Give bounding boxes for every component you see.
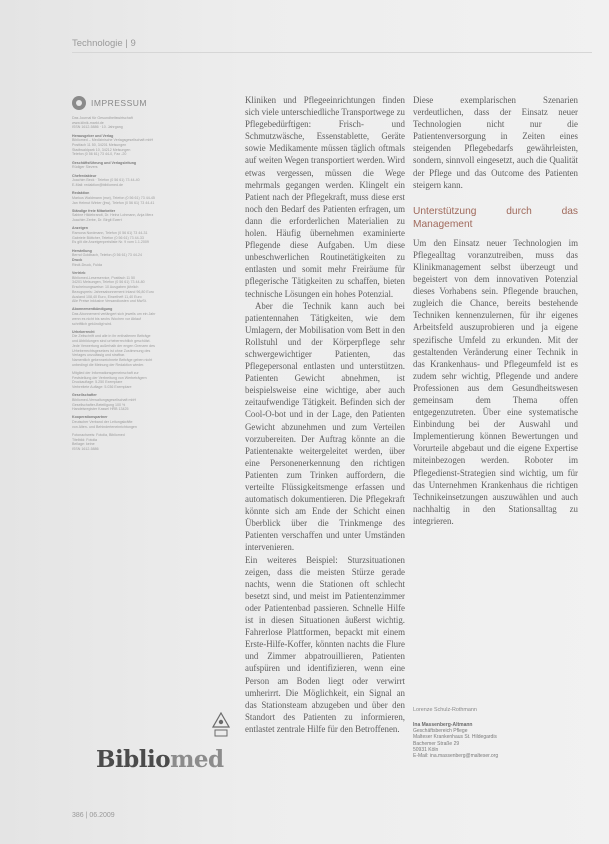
logo-accent-text: med [170,746,224,773]
impressum-heading [72,96,234,110]
impressum-label: Chefredakteur [72,173,97,178]
impressum-block [72,209,234,223]
impressum-line: Fotonachweis: Fotolia, Bibliomed [72,433,125,438]
section-heading: Unterstützung durch das Management [413,205,578,230]
impressum-line: Druckauflage: 5.250 Exemplare [72,380,123,385]
impressum-label: Abonnementkündigung [72,307,113,312]
contact-line: Ina Massenberg-Altmann [413,722,473,728]
impressum-line: wenn es nicht bis sechs Wochen vor Ablauf [72,316,142,321]
impressum-line: Bezugspreis: Jahresabonnement Inland 96,80 Euro [72,289,154,294]
impressum-line: Rüdiger Sievers [72,165,98,170]
impressum-line: Alle Preise inklusive Versandkosten und MwSt. [72,299,147,304]
impressum-block [72,433,234,452]
impressum-label: Herstellung [72,248,92,253]
running-header: Technologie | 9 [72,38,136,49]
impressum-line: Namentlich gekennzeichnete Beiträge geben nicht [72,357,153,362]
contact-line: 50931 Köln [413,746,439,753]
impressum-line: Sabine Hildebrandt, Dr. Heinz Lohmann, Anja Merz [72,213,154,218]
impressum-line: 34201 Melsungen, Telefon (0 56 61) 73 44-80 [72,280,145,285]
impressum-block [72,330,234,368]
impressum-line: Titelbild: Fotolia [72,437,98,442]
article-paragraph: Ein weiteres Beispiel: Sturzsituationen zeigen, dass die meisten Stürze gerade nachts, wenn die Stationen oft schlecht besetzt sind, und meist im Patientenzimmer oder Patientenbad passieren. Schnelle Hilfe ist in diesen Situationen äußerst wichtig. Fahrerlose Plattformen, bepackt mit einem Erste-Hilfe-Koffer, könnten nachts die Flure und Zimmer abpatrouillieren, Patienten aufspüren und identifizieren, wenn eine Person am Boden liegt oder verwirrt umherirrt. Die Möglichkeit, ein Signal an das Stationsteam abzugeben und über den Standort des Patienten zu informieren, entlastet zentrale Hilfe für den Betroffenen. [245,554,405,734]
impressum-line: Bibliomed – Medizinische Verlagsgesellschaft mbH [72,138,154,143]
article-paragraph: Kliniken und Pflegeeinrichtungen finden sich viele unterschiedliche Transportwege zu Pflegebedürftigen: Frisch- und Schmutzwäsche, Essenstablette, Geräte sowie Medikamente müssen täglich oftmals auf weiten Wegen transportiert werden. Wird etwas vergessen, müssen die Wege mehrmals gegangen werden. Klingelt ein Patient nach der Pflegekraft, muss diese erst noch den Bedarf des Patienten erfragen, um dann die erforderlichen Materialien zu holen. Häufig übernehmen examinierte Pflegende diese Aufgaben. Um diese unbeschwerlichen Routinetätigkeiten zu entlasten und somit mehr Freiräume für pflegerische Tätigkeiten zu schaffen, bieten technische Lösungen ein hohes Potenzial. [245,95,405,299]
impressum-line: Ramona Nordmann, Telefon (0 56 61) 73 44-31 [72,231,148,236]
impressum-line: Bernd Goldbach, Telefon (0 56 61) 73 44-24 [72,253,143,258]
contact-line: Malteser Krankenhaus St. Hildegardis [413,734,497,741]
author-credit: Lorenze Schulz-Rothmann [413,707,477,713]
impressum-block [72,371,234,390]
impressum-line: Das Journal für Gesundheitswirtschaft [72,116,133,120]
impressum-block [72,191,234,205]
impressum-line: unbedingt die Meinung der Redaktion wieder. [72,362,145,367]
impressum-block [72,307,234,326]
impressum-line: von Alten- und Behinderteneinrichtungen [72,424,137,429]
impressum-line: Ausland 108,40 Euro, Einzelheft 11,40 Euro [72,294,142,299]
impressum-block [72,393,234,412]
impressum-line: Jede Verwertung außerhalb der engen Grenzen des [72,343,155,348]
contact-line: Geschäftsbereich Pflege [413,728,468,735]
logo-main-text: Biblio [96,746,171,773]
impressum-blocks [72,116,234,452]
impressum-block [72,134,234,158]
impressum-line: Die Zeitschrift und alle in ihr enthaltenen Beiträge [72,334,151,339]
impressum-line: Gabriele Böttcher, Telefon (0 56 61) 73 44-33 [72,235,144,240]
impressum-line: Joachim Beck · Telefon (0 56 61) 73 44-40 [72,178,140,183]
circle-bullet-icon [72,96,86,110]
article-paragraph: Diese exemplarischen Szenarien verdeutlichen, dass der Einsatz neuer Technologien nicht nur die Patientenversorgung in Zeiten eines steigenden Pflegebedarfs gewährleisten, sondern, sinnvoll eingesetzt, auch die Qualität der Pflege und das Outcome des Patienten steigern kann. [413,95,578,190]
impressum-block [72,271,234,304]
impressum-line: Bibliomed-Verwaltungsgesellschaft mbH [72,397,137,402]
impressum-line: Beilage: keine [72,442,95,447]
impressum-line: Erscheinungsweise: 10 Ausgaben jährlich [72,285,139,290]
contact-line: Bachemer Straße 29 [413,740,460,747]
recycling-seal-icon [212,712,230,738]
impressum-line: schriftlich gekündigt wird. [72,321,113,326]
impressum-line: Feststellung der Verbreitung von Werbeträgern [72,375,147,380]
impressum-label: Urheberrecht [72,329,95,334]
impressum-line: Verlages unzulässig und strafbar. [72,353,125,358]
impressum-label: Ständige freie Mitarbeiter [72,208,116,213]
impressum-line: Stadtwaldpark 10, 34212 Melsungen [72,147,131,152]
impressum-line: Rindt-Druck, Fulda [72,262,102,267]
article-paragraph: Aber die Technik kann auch bei patientennahen Tätigkeiten, wie dem Umlagern, der Mobilisation vom Bett in den Rollstuhl und der Körperpflege sehr schwergewichtiger Patienten, das Pflegepersonal entlasten und unterstützen. Patienten Gewicht abnehmen, ist beispielsweise eine wichtige, aber auch zeitaufwendige Tätigkeit. Befinden sich der Cool-O-bot und in der Lage, den Patienten Gewicht abzunehmen und zum Verteilen vorzubereiten. Der Auftrag könnte an die Patientenakte weitergeleitet werden, über eine Personenerkennung den richtigen Patienten zum Trinken auffordern, die verteilte Flüssigkeitsmenge erfassen und automatisch dokumentieren. Die Pflegekraft könnte sich am Ende der Schicht einen Überblick über die Trinkmenge des Patienten verschaffen und unter Umständen intervenieren. [245,300,405,553]
article-column-2 [245,94,405,735]
impressum-line: Deutscher Verband der Leitungskräfte [72,420,133,425]
impressum-label: Redaktion [72,191,90,196]
impressum-line: www.klinik-markt.de [72,120,104,125]
publisher-logo [96,746,224,773]
impressum-label: Druck [72,258,83,263]
impressum-block [72,116,234,130]
impressum-line: und Abbildungen sind urheberrechtlich geschützt. [72,339,151,344]
impressum-line: Telefon (0 56 61) 73 44-0, Fax -20 [72,152,127,157]
impressum-label: Herausgeber und Verlag [72,133,114,138]
article-column-3 [413,94,578,527]
page-folio: 386 | 06.2009 [72,812,115,819]
impressum-line: Gesellschafter-Beteiligung 100 % [72,402,126,407]
impressum-line: ISSN 1612-5886 · 10. Jahrgang [72,125,123,130]
article-paragraph: Um den Einsatz neuer Technologien im Pflegealltag voranzutreiben, muss das Klinikmanagement selbst überzeugt und begeistert von dem innovativen Potenzial dieses Vorhabens sein. Pflegende brauchen, zugleich die Chance, bereits bestehende Techniken kennenzulernen, für ihr eigenes Arbeitsfeld auszuprobieren und ja eigene spezifische Umfeld zu erkunden. Mit der gestaltenden Veränderung einer Technik in das Krankenhaus- und Pflegeumfeld ist es zudem sehr wichtig, Pflegende und andere Professionen aus dem Gesundheitswesen gemeinsam dem Thema offen entgegenzutreten. Über eine systematische Einbindung bei der Auswahl und Implementierung können Bewertungen und Vorurteile abgebaut und die eigene Expertise miteinbezogen werden. Roboter im Pflegedienst-Strategien sind wichtig, um für das Unternehmen Krankenhaus die richtigen Technikeinsetzungen auszuwählen und auch nachhaltig in den Stationsalltag zu integrieren. [413,237,578,526]
impressum-line: Handelsregister Kassel HRB 13425 [72,407,129,412]
impressum-title: IMPRESSUM [91,98,147,108]
impressum-line: Urheberrechtsgesetzes ist ohne Zustimmung des [72,348,151,353]
impressum-line: Verbreitete Auflage: 5.036 Exemplare [72,384,132,389]
impressum-label: Anzeigen [72,226,88,231]
contact-line: E-Mail: ina.massenberg@malteser.org [413,753,499,760]
impressum-block [72,174,234,188]
impressum-line: ISSN 1612-5886 [72,447,99,452]
impressum-line: Markus Waldmann (mw), Telefon (0 56 61) 73 44-45 [72,195,155,200]
impressum-line: Bibliomed-Leserservice, Postfach 11 50 [72,275,136,280]
impressum-column [72,96,234,455]
author-contact [413,722,588,759]
impressum-label: Gesellschafter [72,393,97,398]
impressum-line: Postfach 11 50, 34201 Melsungen [72,143,127,148]
impressum-line: Joachim Zerbe, Dr. Birgit Ewert [72,218,122,223]
impressum-line: Mitglied der Informationsgemeinschaft zur [72,370,139,375]
impressum-line: Es gilt die Anzeigenpreisliste Nr. 9 vom 1.1.2009 [72,240,149,245]
header-rule [72,52,592,53]
impressum-label: Vertrieb [72,270,86,275]
impressum-line: Jan Helmut Winter (jhw), Telefon (0 56 61) 73 44-41 [72,200,155,205]
impressum-label: Kooperationspartner [72,415,108,420]
impressum-line: Das Abonnement verlängert sich jeweils um ein Jahr [72,312,156,317]
impressum-block [72,226,234,245]
impressum-block [72,161,234,170]
impressum-line: E-Mail: redaktion@bibliomed.de [72,182,123,187]
impressum-label: Geschäftsführung und Verlagsleitung [72,160,137,165]
impressum-block [72,415,234,429]
impressum-block [72,249,234,268]
